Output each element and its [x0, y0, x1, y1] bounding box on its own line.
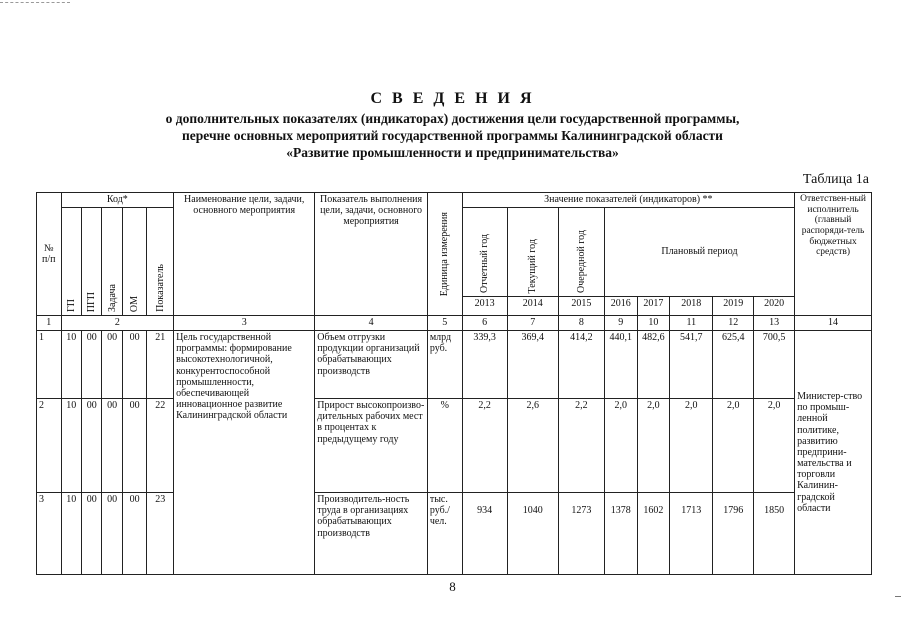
doc-subtitle-3: «Развитие промышленности и предпринимательства» [286, 145, 619, 160]
code-indicator: 21 [147, 331, 174, 399]
code-indicator: 23 [147, 493, 174, 575]
table-row [37, 331, 872, 399]
year-cell: 2018 [670, 297, 713, 316]
col-num-header: № п/п [37, 193, 62, 316]
doc-subtitle-1: о дополнительных показателях (индикаторах) достижения цели государственной программы, [165, 111, 740, 126]
col-number: 4 [315, 316, 428, 331]
col-number: 1 [37, 316, 62, 331]
col-code-header: Код* [61, 193, 174, 208]
col-responsible-header: Ответствен-ный исполнитель (главный распоряди-тель бюджетных средств) [795, 193, 872, 316]
value-cell: 2,0 [754, 399, 795, 493]
code-task: 00 [102, 493, 122, 575]
code-gp: 10 [61, 399, 81, 493]
year-cell: 2015 [558, 297, 604, 316]
value-cell: 2,0 [713, 399, 754, 493]
col-current-year-header: Текущий год [507, 208, 558, 297]
col-number: 7 [507, 316, 558, 331]
value-cell: 1378 [604, 493, 637, 575]
col-number: 2 [61, 316, 174, 331]
col-values-header: Значение показателей (индикаторов) ** [462, 193, 794, 208]
doc-subtitle-2: перечне основных мероприятий государственной программы Калининградской области [182, 128, 723, 143]
value-cell: 625,4 [713, 331, 754, 399]
col-number: 5 [427, 316, 462, 331]
value-cell: 2,2 [558, 399, 604, 493]
scan-artifact [895, 596, 901, 597]
value-cell: 440,1 [604, 331, 637, 399]
value-cell: 339,3 [462, 331, 507, 399]
col-task-header: Задача [102, 208, 122, 316]
value-cell: 1040 [507, 493, 558, 575]
col-number: 3 [174, 316, 315, 331]
col-number: 8 [558, 316, 604, 331]
value-cell: 2,0 [637, 399, 670, 493]
indicator-name: Прирост высокопроизво-дительных рабочих мест в процентах к предыдущему году [315, 399, 428, 493]
col-number: 6 [462, 316, 507, 331]
col-gp-header: ГП [61, 208, 81, 316]
table-row [37, 493, 872, 575]
page-number: 8 [449, 579, 456, 594]
col-number: 12 [713, 316, 754, 331]
code-gp: 10 [61, 331, 81, 399]
col-pgp-header: ПГП [82, 208, 102, 316]
value-cell: 1273 [558, 493, 604, 575]
value-cell: 2,6 [507, 399, 558, 493]
header-row-1 [37, 193, 872, 208]
doc-title: С В Е Д Е Н И Я [370, 90, 535, 107]
unit-cell: тыс. руб./ чел. [427, 493, 462, 575]
year-cell: 2020 [754, 297, 795, 316]
value-cell: 934 [462, 493, 507, 575]
col-unit-header: Единица измерения [427, 193, 462, 316]
table-row [37, 399, 872, 493]
indicator-name: Производитель-ность труда в организациях обрабатывающих производств [315, 493, 428, 575]
col-number: 9 [604, 316, 637, 331]
code-pgp: 00 [82, 399, 102, 493]
value-cell: 1602 [637, 493, 670, 575]
value-cell: 2,2 [462, 399, 507, 493]
value-cell: 541,7 [670, 331, 713, 399]
year-cell: 2019 [713, 297, 754, 316]
code-pgp: 00 [82, 331, 102, 399]
col-name-header: Наименование цели, задачи, основного мероприятия [174, 193, 315, 316]
year-cell: 2016 [604, 297, 637, 316]
col-number: 11 [670, 316, 713, 331]
unit-cell: млрд руб. [427, 331, 462, 399]
code-task: 00 [102, 399, 122, 493]
value-cell: 369,4 [507, 331, 558, 399]
code-om: 00 [122, 493, 147, 575]
col-number: 13 [754, 316, 795, 331]
col-om-header: ОМ [122, 208, 147, 316]
col-next-year-header: Очередной год [558, 208, 604, 297]
value-cell: 2,0 [670, 399, 713, 493]
col-number: 10 [637, 316, 670, 331]
responsible-cell: Министер-ство по промыш-ленной политике, развитию предприни-мательства и торговли Калинин-градской области [795, 331, 872, 575]
col-report-year-header: Отчетный год [462, 208, 507, 297]
unit-cell: % [427, 399, 462, 493]
year-cell: 2013 [462, 297, 507, 316]
code-om: 00 [122, 331, 147, 399]
indicators-table [36, 192, 872, 575]
code-om: 00 [122, 399, 147, 493]
value-cell: 1713 [670, 493, 713, 575]
value-cell: 414,2 [558, 331, 604, 399]
indicator-name: Объем отгрузки продукции организаций обрабатывающих производств [315, 331, 428, 399]
col-ind-code-header: Показатель [147, 208, 174, 316]
value-cell: 2,0 [604, 399, 637, 493]
column-numbers-row [37, 316, 872, 331]
value-cell: 1850 [754, 493, 795, 575]
code-indicator: 22 [147, 399, 174, 493]
col-indicator-header: Показатель выполнения цели, задачи, основного мероприятия [315, 193, 428, 316]
code-pgp: 00 [82, 493, 102, 575]
row-num: 2 [37, 399, 62, 493]
value-cell: 482,6 [637, 331, 670, 399]
table-label: Таблица 1а [802, 172, 869, 187]
row-num: 3 [37, 493, 62, 575]
code-gp: 10 [61, 493, 81, 575]
code-task: 00 [102, 331, 122, 399]
year-cell: 2017 [637, 297, 670, 316]
value-cell: 1796 [713, 493, 754, 575]
value-cell: 700,5 [754, 331, 795, 399]
year-cell: 2014 [507, 297, 558, 316]
col-plan-period-header: Плановый период [604, 208, 794, 297]
row-num: 1 [37, 331, 62, 399]
goal-name-cell: Цель государственной программы: формирование высокотехнологичной, конкурентоспособной промышленности, обеспечивающей инновационное развитие Калининградской области [174, 331, 315, 575]
scan-artifact [0, 2, 70, 4]
col-number: 14 [795, 316, 872, 331]
